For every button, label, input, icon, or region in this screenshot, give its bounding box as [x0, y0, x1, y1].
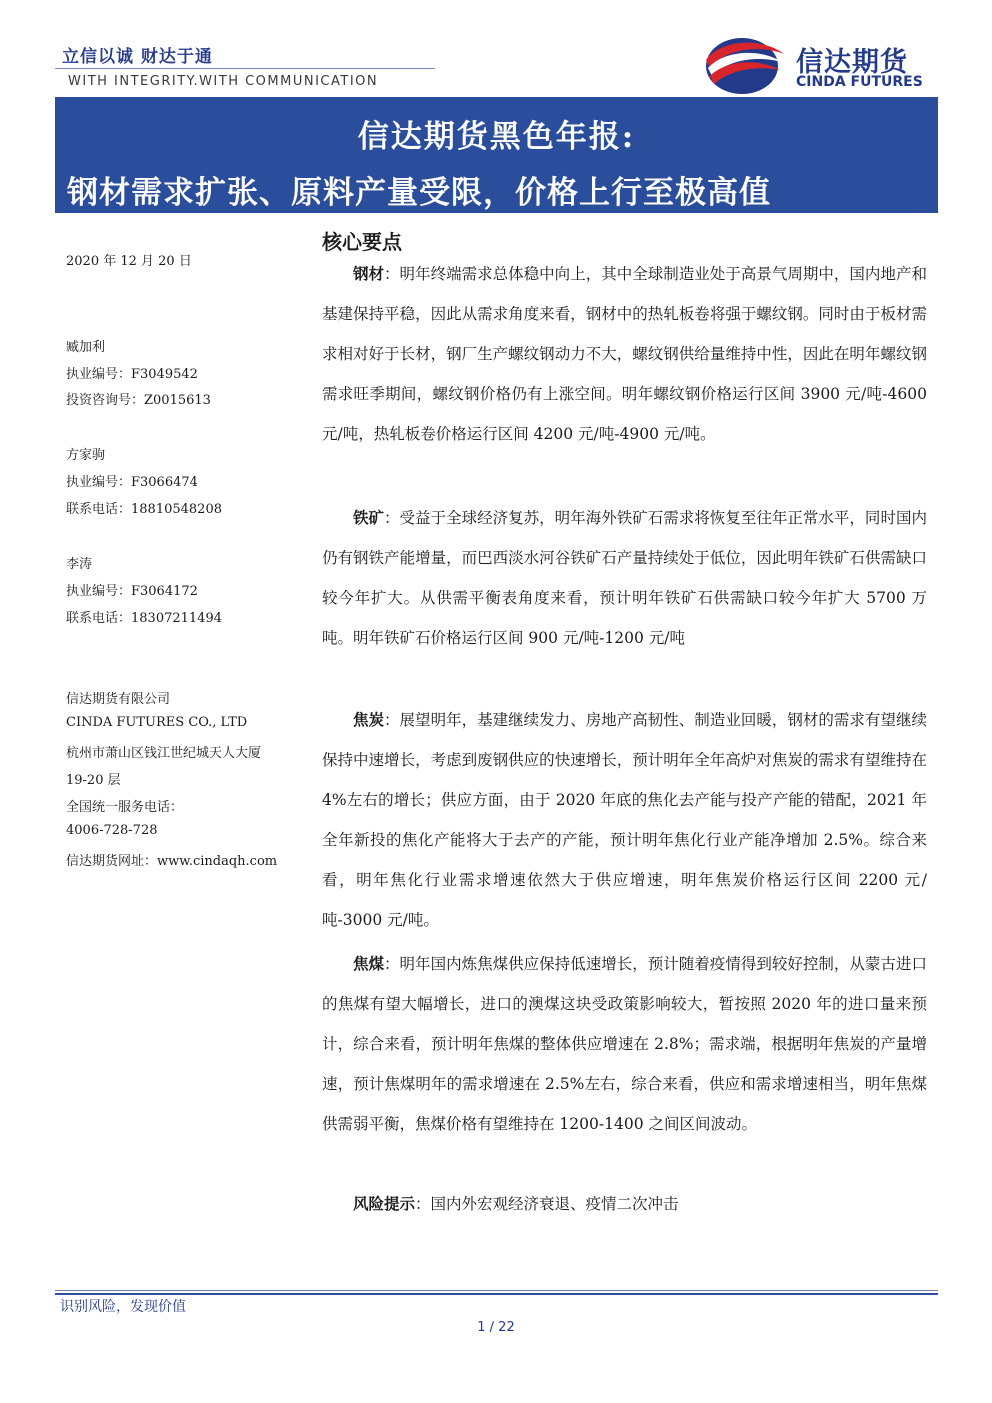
section-label: 铁矿	[353, 508, 385, 527]
header-slogan: 立信以诚 财达于通	[62, 47, 213, 67]
analyst-phone: 联系电话：18810548208	[66, 502, 222, 517]
logo-text-en: CINDA FUTURES	[796, 74, 923, 90]
section-label: 焦煤	[353, 954, 385, 973]
title-banner	[55, 97, 938, 213]
analyst-license: 执业编号：F3066474	[66, 475, 198, 490]
header-slogan-en: WITH INTEGRITY.WITH COMMUNICATION	[68, 74, 379, 89]
section-steel	[322, 254, 927, 454]
company-logo	[702, 34, 938, 98]
analyst-consult-no: 投资咨询号：Z0015613	[66, 393, 211, 408]
section-text: ：展望明年，基建继续发力、房地产高韧性、制造业回暖，钢材的需求有望继续保持中速增长，考虑到废钢供应的快速增长，预计明年全年高炉对焦炭的需求有望维持在 4%左右的增长；供应方面，由于 2020 年底的焦化去产能与投产产能的错配，2021 年全年新投的焦化产能将大于去产的产能，预计明年焦化行业产能净增加 2.5%。综合来看，明年焦化行业需求增速依然大于供应增速，明年焦炭价格运行区间 2200 元/吨-3000 元/吨。	[322, 711, 927, 929]
analyst-phone: 联系电话：18307211494	[66, 611, 222, 626]
hotline-number: 4006-728-728	[66, 823, 158, 838]
cinda-swirl-icon	[702, 34, 786, 98]
analyst-name: 李涛	[66, 557, 93, 572]
hotline-label: 全国统一服务电话：	[66, 800, 184, 815]
page-number: 1 / 22	[477, 1320, 515, 1335]
section-coking-coal	[322, 944, 927, 1144]
logo-text-cn: 信达期货	[796, 47, 908, 78]
report-title: 信达期货黑色年报:	[357, 119, 636, 155]
company-name-en: CINDA FUTURES CO., LTD	[66, 715, 248, 730]
risk-label: 风险提示	[353, 1194, 416, 1213]
risk-text: ：国内外宏观经济衰退、疫情二次冲击	[415, 1195, 679, 1213]
report-date: 2020 年 12 月 20 日	[66, 254, 192, 269]
section-label: 钢材	[353, 264, 385, 283]
section-text: ：受益于全球经济复苏，明年海外铁矿石需求将恢复至往年正常水平，同时国内仍有钢铁产能增量，而巴西淡水河谷铁矿石产量持续处于低位，因此明年铁矿石供需缺口较今年扩大。从供需平衡表角度来看，预计明年铁矿石供需缺口较今年扩大 5700 万吨。明年铁矿石价格运行区间 900 元/吨-1200 元/吨	[322, 509, 927, 647]
analyst-name: 臧加利	[66, 340, 106, 355]
key-points-heading: 核心要点	[322, 230, 402, 254]
analyst-license: 执业编号：F3049542	[66, 367, 198, 382]
section-text: ：明年终端需求总体稳中向上，其中全球制造业处于高景气周期中，国内地产和基建保持平稳，因此从需求角度来看，钢材中的热轧板卷将强于螺纹钢。同时由于板材需求相对好于长材，钢厂生产螺纹钢动力不大，螺纹钢供给量维持中性，因此在明年螺纹钢需求旺季期间，螺纹钢价格仍有上涨空间。明年螺纹钢价格运行区间 3900 元/吨-4600 元/吨，热轧板卷价格运行区间 4200 元/吨-4900 元/吨。	[322, 265, 927, 443]
header-slogan-divider	[55, 68, 435, 69]
risk-warning	[322, 1192, 679, 1214]
footer-slogan: 识别风险，发现价值	[60, 1299, 186, 1315]
company-address: 杭州市萧山区钱江世纪城天人大厦	[66, 746, 262, 761]
company-website: 信达期货网址：www.cindaqh.com	[66, 854, 278, 869]
report-subtitle: 钢材需求扩张、原料产量受限，价格上行至极高值	[67, 175, 771, 211]
company-name-cn: 信达期货有限公司	[66, 692, 171, 707]
section-coke	[322, 700, 927, 940]
section-label: 焦炭	[353, 710, 385, 729]
company-address-floor: 19-20 层	[66, 773, 121, 788]
analyst-name: 方家驹	[66, 448, 106, 463]
section-text: ：明年国内炼焦煤供应保持低速增长，预计随着疫情得到较好控制，从蒙古进口的焦煤有望大幅增长，进口的澳煤这块受政策影响较大，暂按照 2020 年的进口量来预计，综合来看，预计明年焦煤的整体供应增速在 2.8%；需求端，根据明年焦炭的产量增速，预计焦煤明年的需求增速在 2.5%左右，综合来看，供应和需求增速相当，明年焦煤供需弱平衡，焦煤价格有望维持在 1200-1400 之间区间波动。	[322, 955, 927, 1133]
footer-divider-thick	[55, 1293, 938, 1295]
footer-divider-thin	[55, 1290, 938, 1291]
section-iron-ore	[322, 498, 927, 658]
analyst-license: 执业编号：F3064172	[66, 584, 198, 599]
